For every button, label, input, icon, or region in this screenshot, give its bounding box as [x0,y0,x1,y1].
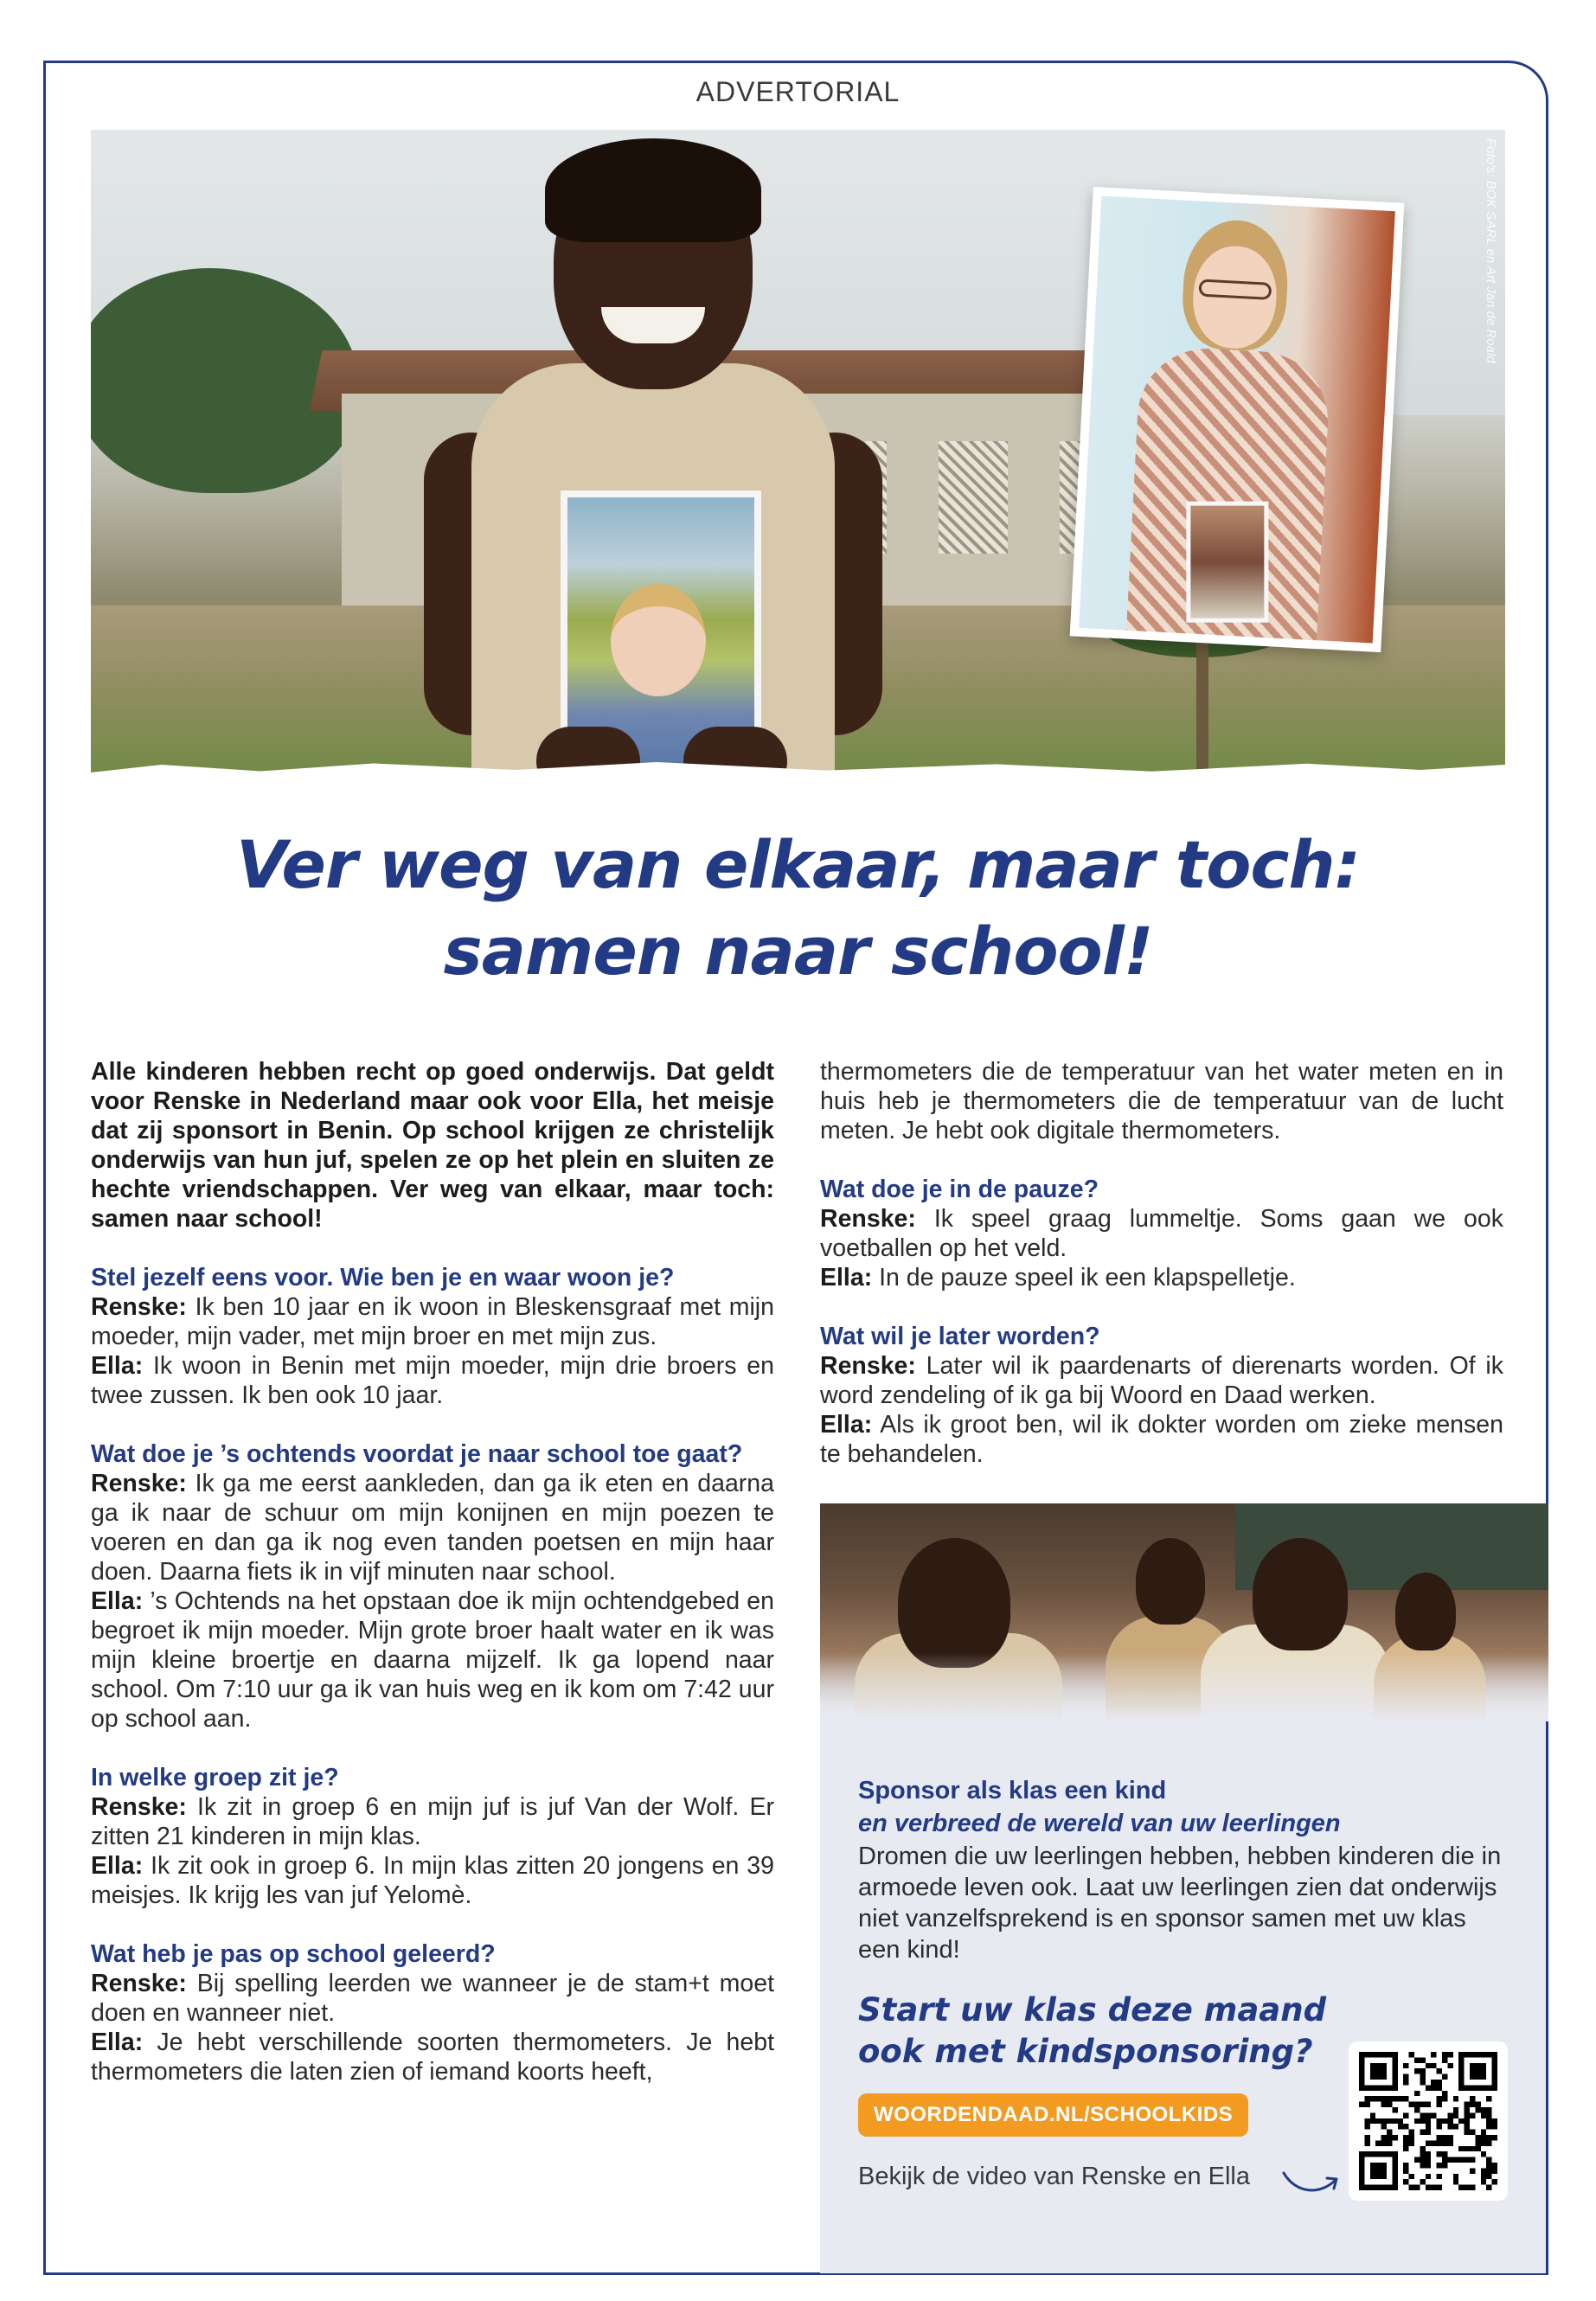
answer: Renske: Ik speel graag lummeltje. Soms gaan we ook voetballen op het veld. [820,1205,1503,1262]
hair [545,138,761,242]
pupil-head [1136,1538,1205,1625]
cta-line-1: Start uw klas deze maand [858,1991,1327,2029]
question-heading: Wat heb je pas op school geleerd? [91,1940,496,1968]
qa-section [91,1263,774,1410]
tree-trunk [1196,640,1208,770]
renske-photo-card [1070,187,1405,652]
answer: Ella: Ik zit ook in groep 6. In mijn klas zitten 20 jongens en 39 meisjes. Ik krijg les van juf Yelomè. [91,1852,774,1909]
video-caption: Bekijk de video van Renske en Ella [858,2163,1250,2190]
right-column [820,1057,1503,1469]
sponsor-heading: Sponsor als klas een kind [858,1777,1167,1804]
photo-credit: Foto's: BOK SARL en Art Jan de Roald [1484,138,1498,363]
qa-section [820,1322,1503,1469]
qa-section [91,1763,774,1910]
answer: Renske: Ik ben 10 jaar en ik woon in Bleskensgraaf met mijn moeder, mijn vader, met mijn broer en met mijn zus. [91,1293,774,1350]
sponsor-panel [820,1721,1546,2273]
school-window [939,441,1008,554]
pupil-head [1253,1538,1348,1650]
answer: Ella: Ik woon in Benin met mijn moeder, mijn drie broers en twee zussen. Ik ben ook 10 jaar. [91,1352,774,1409]
image-fade [820,1652,1548,1721]
classroom-photo [820,1503,1548,1721]
advertorial-label: ADVERTORIAL [695,76,901,107]
question-heading: Wat doe je ’s ochtends voordat je naar school toe gaat? [91,1440,743,1468]
question-heading: Wat wil je later worden? [820,1323,1100,1350]
intro-paragraph: Alle kinderen hebben recht op goed onderwijs. Dat geldt voor Renske in Nederland maar ook voor Ella, het meisje dat zij sponsort in Benin. Op school krijgen ze christelijk onderwijs van hun juf, spelen ze op het plein en sluiten ze hechte vriendschappen. Ver weg van elkaar, maar toch: samen naar school! [91,1058,774,1233]
question-heading: Stel jezelf eens voor. Wie ben je en waar woon je? [91,1264,675,1292]
answer: Renske: Bij spelling leerden we wanneer je de stam+t moet doen en wanneer niet. [91,1970,774,2027]
question-heading: In welke groep zit je? [91,1764,339,1791]
continued-text: thermometers die de temperatuur van het water meten en in huis heb je thermometers die de temperatuur van de lucht meten. Je hebt ook digitale thermometers. [820,1058,1503,1144]
article-title [0,822,1596,995]
answer: Renske: Ik zit in groep 6 en mijn juf is juf Van der Wolf. Er zitten 21 kinderen in mijn klas. [91,1793,774,1850]
answer: Renske: Later wil ik paardenarts of dierenarts worden. Of ik word zendeling of ik ga bij Woord en Daad werken. [820,1352,1503,1409]
curved-arrow-icon [1279,2164,1348,2199]
answer: Renske: Ik ga me eerst aankleden, dan ga ik eten en daarna ga ik naar de schuur om mijn konijnen en mijn poezen te voeren en dan ga ik nog even tanden poetsen en mijn haar doen. Daarna fiets ik in vijf minuten naar school. [91,1470,774,1586]
held-photo-ella [1186,502,1268,623]
url-badge-link[interactable]: WOORDENDAAD.NL/SCHOOLKIDS [858,2093,1248,2137]
ella-figure [424,147,874,780]
left-column [91,1057,774,2086]
title-line-1: Ver weg van elkaar, maar toch: [236,826,1360,903]
qr-code-icon[interactable] [1349,2041,1508,2201]
cta-line-2: ook met kindsponsoring? [858,2033,1313,2070]
answer: Ella: ’s Ochtends na het opstaan doe ik mijn ochtendgebed en begroet ik mijn moeder. Mijn grote broer haalt water en ik was mijn kleine broertje en daarna mijzelf. Ik ga lopend naar school. Om 7:10 uur ga ik van huis weg en ik kom om 7:42 uur op school aan. [91,1587,774,1733]
answer: Ella: Als ik groot ben, wil ik dokter worden om zieke mensen te behandelen. [820,1411,1503,1468]
hero-photo [91,130,1505,780]
pupil-head [1395,1573,1456,1650]
sponsor-subheading: en verbreed de wereld van uw leerlingen [858,1810,1341,1837]
answer: Ella: Je hebt verschillende soorten thermometers. Je hebt thermometers die laten zien of iemand koorts heeft, [91,2029,774,2086]
title-line-2: samen naar school! [443,913,1153,990]
answer: Ella: In de pauze speel ik een klapspelletje. [820,1264,1296,1292]
question-heading: Wat doe je in de pauze? [820,1176,1099,1203]
qa-section [91,1939,774,2086]
qa-section [820,1175,1503,1292]
pupil-head [898,1538,1010,1668]
sponsor-cta [858,1990,1326,2073]
qa-section [91,1439,774,1734]
sponsor-body: Dromen die uw leerlingen hebben, hebben kinderen die in armoede leven ook. Laat uw leerlingen zien dat onderwijs niet vanzelfsprekend is en sponsor samen met uw klas een kind! [858,1843,1502,1964]
